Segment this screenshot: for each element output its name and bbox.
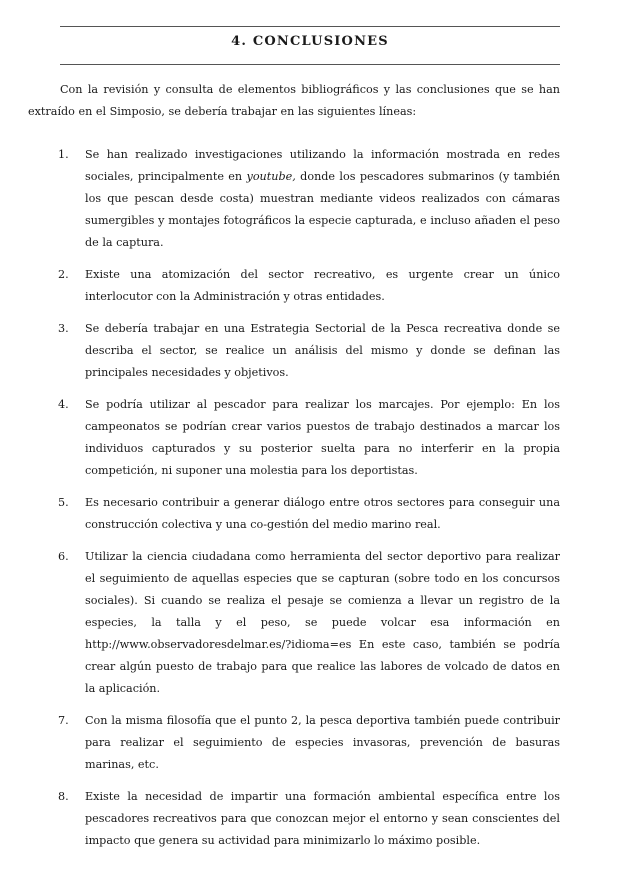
item-text: Se han realizado investigaciones utilizando la información mostrada en redes sociales, principalmente en <box>85 148 560 183</box>
list-item <box>28 144 560 254</box>
intro-paragraph: Con la revisión y consulta de elementos bibliográficos y las conclusiones que se han extraído en el Simposio, se debería trabajar en las siguientes líneas: <box>28 83 560 118</box>
item-text: Se debería trabajar en una Estrategia Sectorial de la Pesca recreativa donde se describa el sector, se realice un análisis del mismo y donde se definan las principales necesidades y objetivos. <box>85 322 560 379</box>
conclusions-list <box>28 144 560 852</box>
list-item <box>28 264 560 308</box>
list-item <box>28 318 560 384</box>
item-text: Se podría utilizar al pescador para realizar los marcajes. Por ejemplo: En los campeonatos se podrían crear varios puestos de trabajo destinados a marcar los individuos capturados y su posterior suelta para no interferir en la propia competición, ni suponer una molestia para los deportistas. <box>85 398 560 477</box>
list-item <box>28 786 560 852</box>
item-text: Con la misma filosofía que el punto 2, la pesca deportiva también puede contribuir para realizar el seguimiento de especies invasoras, prevención de basuras marinas, etc. <box>85 714 560 771</box>
item-number: 6. <box>58 550 69 563</box>
section-heading: 4. CONCLUSIONES <box>231 34 389 49</box>
list-item <box>28 710 560 776</box>
bottom-rule <box>60 64 560 65</box>
item-text: Utilizar la ciencia ciudadana como herramienta del sector deportivo para realizar el seguimiento de aquellas especies que se capturan (sobre todo en los concursos sociales). Si cuando se realiza el pesaje se comienza a llevar un registro de la especies, la talla y el peso, se puede volcar esa información en http://www.observadoresdelmar.es/?idioma=es En este caso, también se podría crear algún puesto de trabajo para que realice las labores de volcado de datos en la aplicación. <box>85 550 560 695</box>
item-text: Existe una atomización del sector recreativo, es urgente crear un único interlocutor con la Administración y otras entidades. <box>85 268 560 303</box>
list-item <box>28 546 560 700</box>
item-number: 5. <box>58 496 69 509</box>
item-number: 8. <box>58 790 69 803</box>
item-number: 1. <box>58 148 69 161</box>
item-text: Existe la necesidad de impartir una formación ambiental específica entre los pescadores recreativos para que conozcan mejor el entorno y sean conscientes del impacto que genera su actividad para minimizarlo lo máximo posible. <box>85 790 560 847</box>
item-text: donde los pescadores submarinos (y también los que pescan desde costa) muestran mediante videos realizados con cámaras sumergibles y montajes fotográficos la especie capturada, e incluso añaden el peso de la captura. <box>85 170 560 249</box>
item-emphasis: youtube, <box>246 170 296 183</box>
item-number: 7. <box>58 714 69 727</box>
item-number: 2. <box>58 268 69 281</box>
item-number: 3. <box>58 322 69 335</box>
top-rule <box>60 26 560 27</box>
list-item <box>28 492 560 536</box>
item-number: 4. <box>58 398 69 411</box>
list-item <box>28 394 560 482</box>
item-text: Es necesario contribuir a generar diálogo entre otros sectores para conseguir una construcción colectiva y una co-gestión del medio marino real. <box>85 496 560 531</box>
